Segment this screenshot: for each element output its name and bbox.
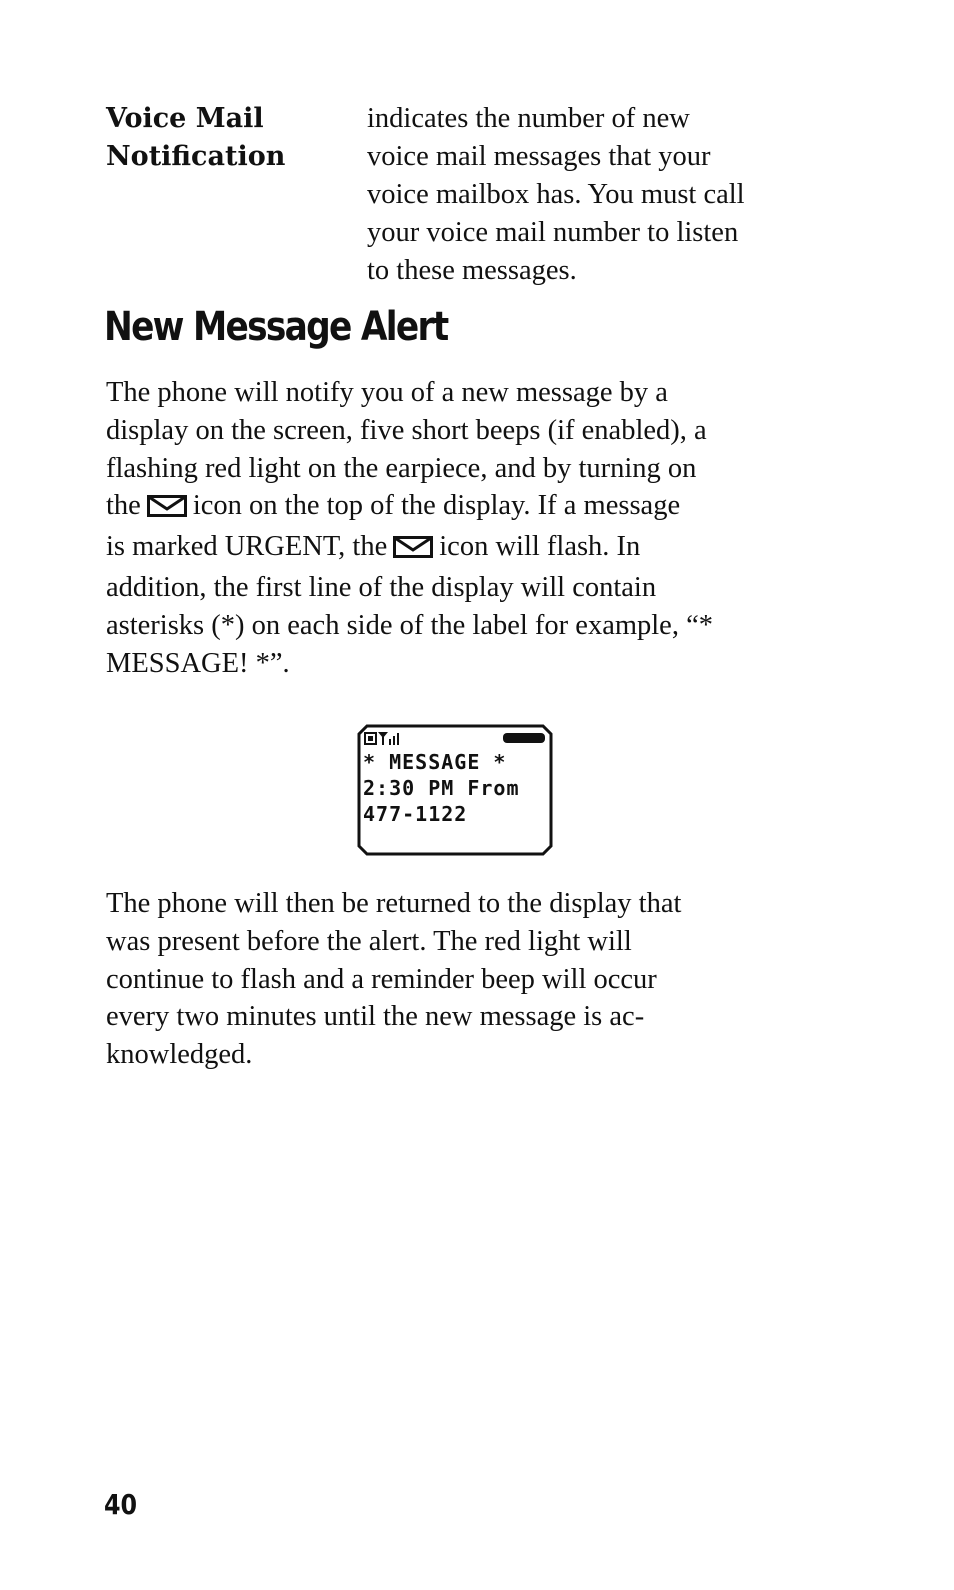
paragraph-line <box>106 528 826 569</box>
definition-description <box>367 100 847 290</box>
paragraph-line: flashing red light on the earpiece, and by turning on <box>106 452 697 484</box>
envelope-icon <box>147 490 187 528</box>
desc-line: to these messages. <box>367 255 577 286</box>
paragraph-line: display on the screen, five short beeps (if enabled), a <box>106 414 707 446</box>
return-paragraph <box>106 885 826 1074</box>
paragraph-line: continue to flash and a reminder beep will occur <box>106 963 657 995</box>
paragraph-line: MESSAGE! *”. <box>106 647 290 679</box>
definition-term <box>106 100 336 176</box>
term-line: Notification <box>106 141 286 172</box>
battery-icon <box>503 733 545 743</box>
paragraph-line: every two minutes until the new message is ac- <box>106 1001 645 1033</box>
paragraph-text: the <box>106 490 141 522</box>
paragraph-line: The phone will notify you of a new message by a <box>106 377 668 408</box>
display-line-1: * MESSAGE * <box>363 750 507 774</box>
term-line: Voice Mail <box>106 103 264 134</box>
envelope-icon <box>393 531 433 569</box>
display-line-3: 477-1122 <box>363 802 468 826</box>
display-line-2: 2:30 PM From <box>363 776 520 800</box>
page-number: 40 <box>104 1488 138 1521</box>
section-heading: New Message Alert <box>104 304 448 350</box>
desc-line: indicates the number of new <box>367 103 690 134</box>
paragraph-line: The phone will then be returned to the display that <box>106 888 682 919</box>
phone-display-illustration <box>357 724 553 856</box>
paragraph-line: was present before the alert. The red light will <box>106 925 632 957</box>
alert-paragraph <box>106 374 826 682</box>
paragraph-line: addition, the first line of the display will contain <box>106 571 657 603</box>
desc-line: voice mailbox has. You must call <box>367 179 745 210</box>
paragraph-text: is marked URGENT, the <box>106 531 388 563</box>
desc-line: your voice mail number to listen <box>367 217 739 248</box>
paragraph-line: asterisks (*) on each side of the label for example, “* <box>106 609 713 641</box>
paragraph-line <box>106 487 826 528</box>
paragraph-text: icon on the top of the display. If a message <box>192 490 681 522</box>
desc-line: voice mail messages that your <box>367 141 711 172</box>
paragraph-line: knowledged. <box>106 1039 253 1071</box>
paragraph-text: icon will flash. In <box>439 531 641 563</box>
